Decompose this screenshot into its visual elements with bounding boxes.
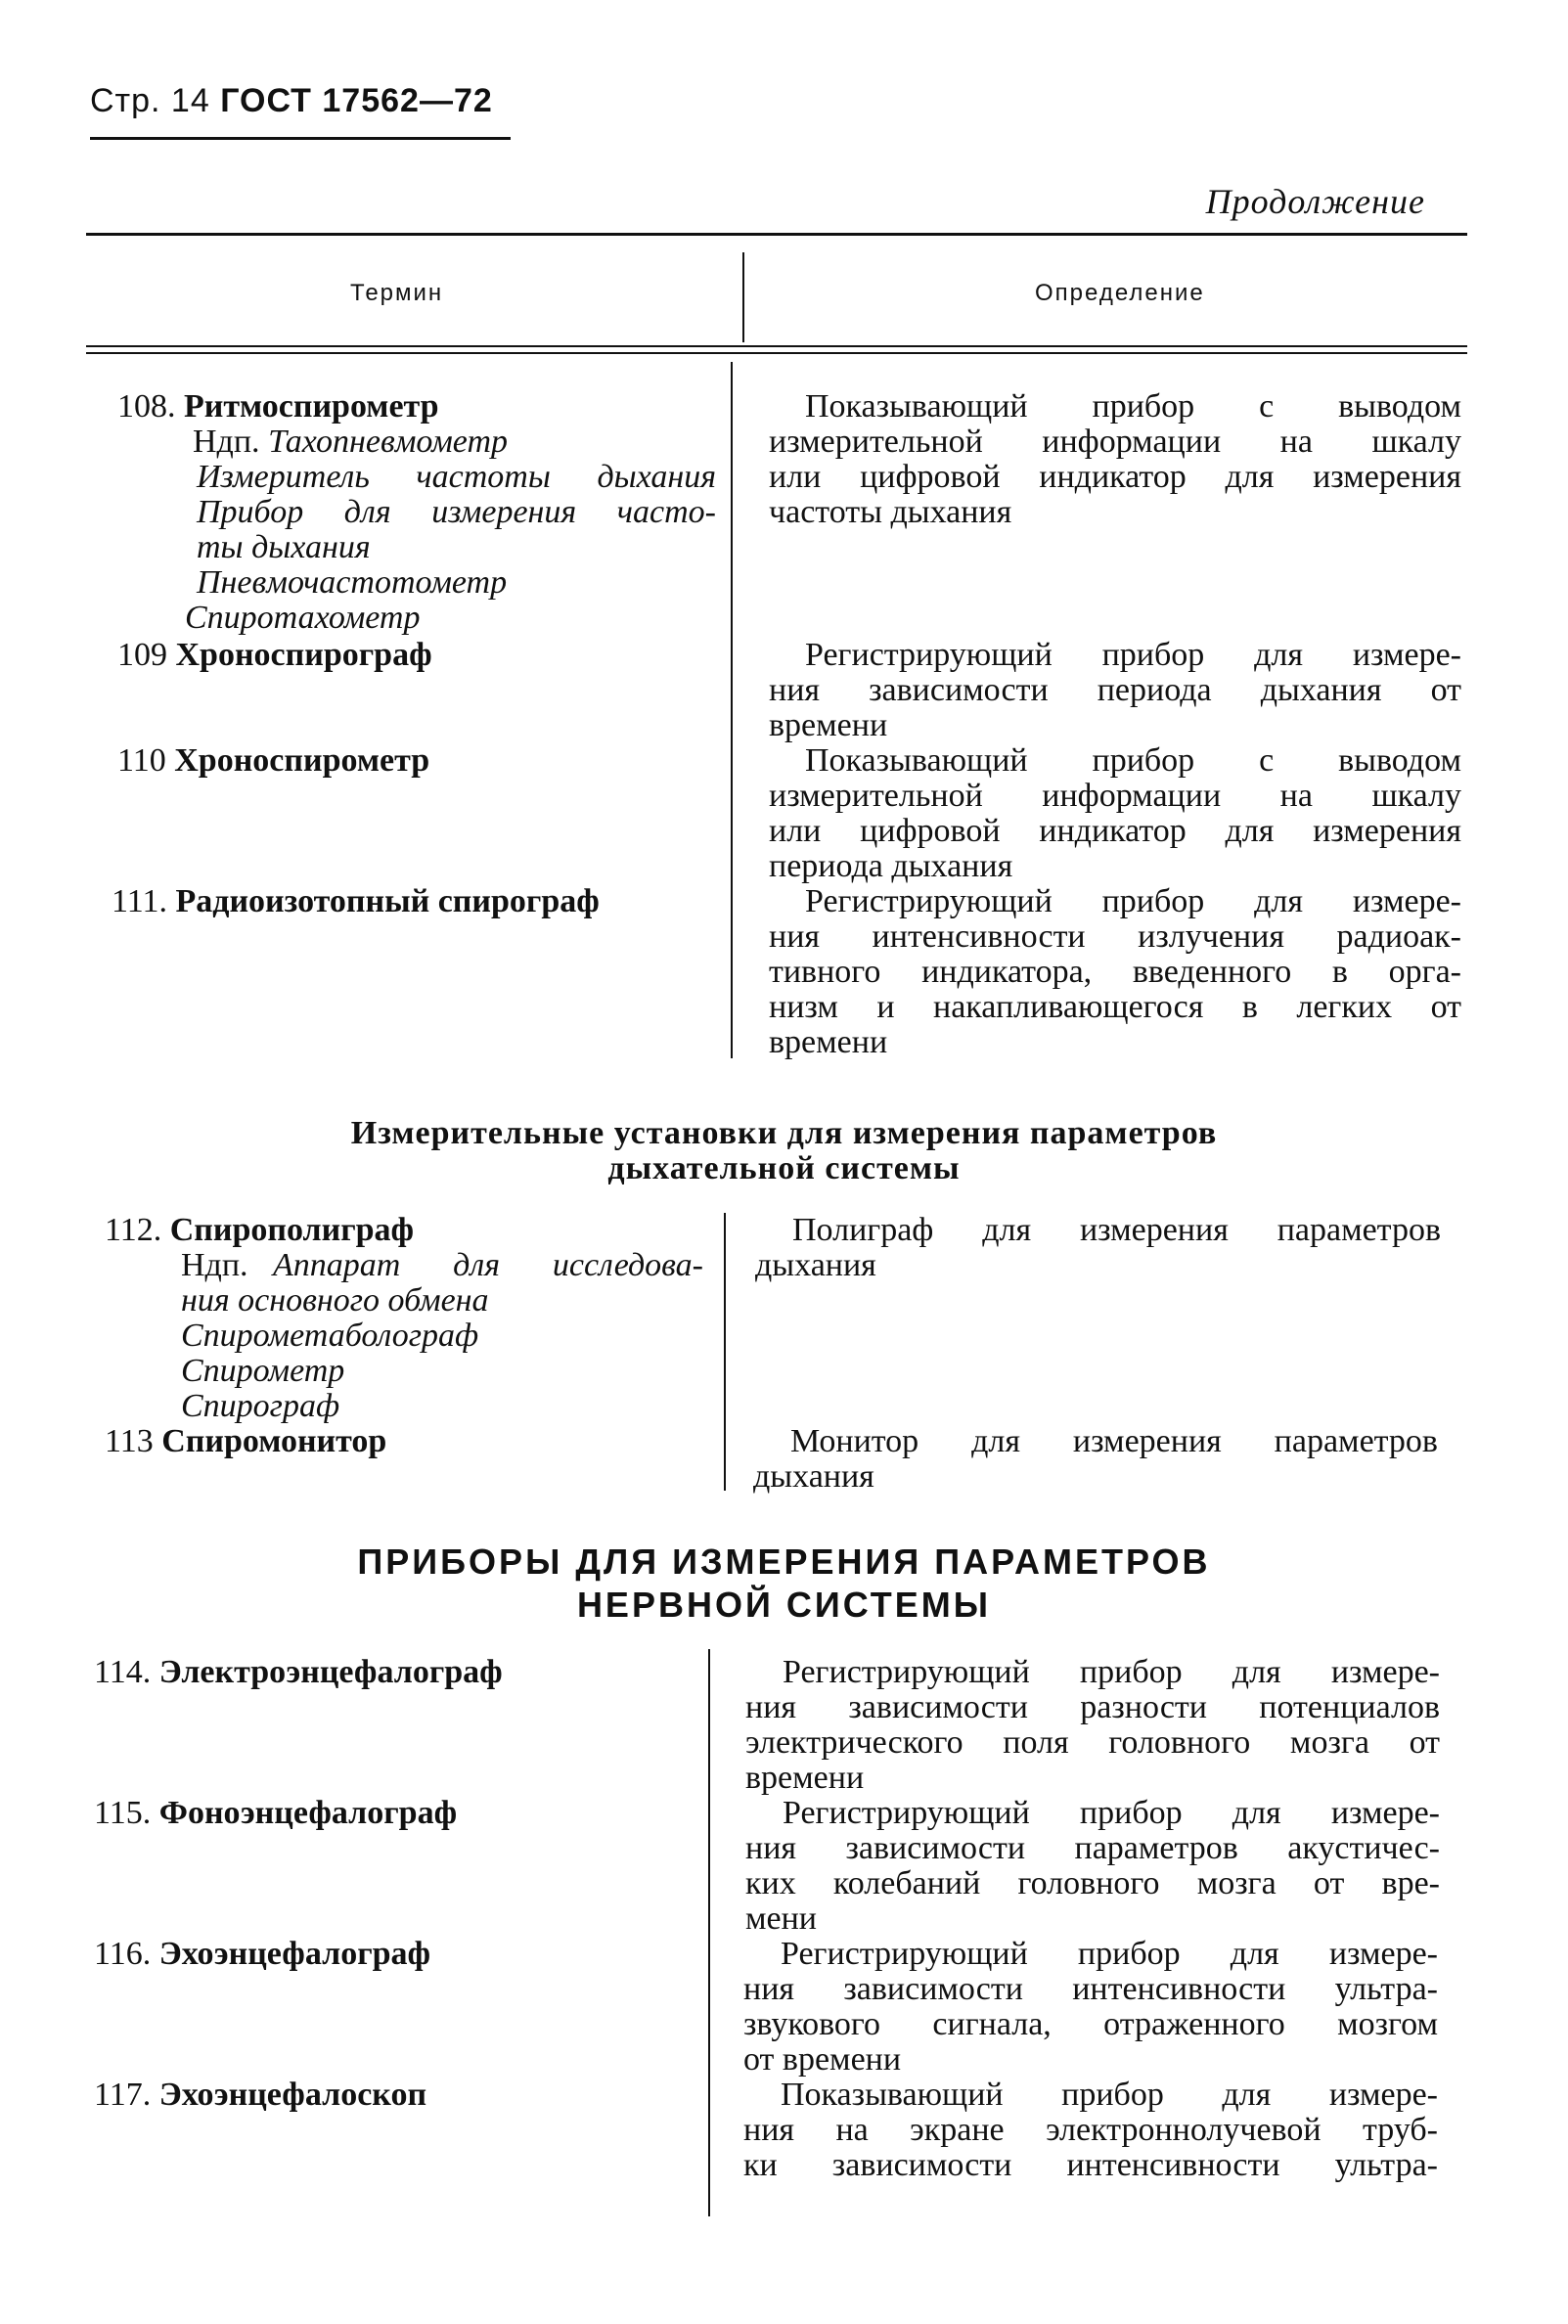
definition-line: ния зависимости периода дыхания от — [769, 672, 1461, 708]
column-header-definition: Определение — [1035, 280, 1205, 306]
nonrecommended-term: Прибор для измерения часто- — [197, 494, 716, 530]
definition-line: Регистрирующий прибор для измере- — [783, 1795, 1440, 1831]
definition-line: Монитор для измерения параметров — [790, 1423, 1438, 1459]
nonrecommended-term: ния основного обмена — [181, 1282, 489, 1318]
definition-line: Полиграф для измерения параметров — [792, 1212, 1441, 1248]
page-number: Стр. 14 — [90, 82, 210, 119]
section-heading-line: дыхательной системы — [607, 1150, 961, 1186]
entry-term: Радиоизотопный спирограф — [175, 883, 600, 919]
page-header — [90, 82, 493, 120]
definition-line: мени — [745, 1900, 817, 1937]
definition-line: времени — [769, 707, 888, 743]
header-underline — [90, 137, 511, 140]
definition-line: Регистрирующий прибор для измере- — [805, 883, 1461, 919]
definition-line: от времени — [743, 2041, 902, 2078]
nonrecommended-term: Спирограф — [181, 1388, 340, 1424]
entry-term: Хроноспирограф — [175, 637, 432, 673]
entry-term: Спирополиграф — [169, 1212, 415, 1248]
definition-line: дыхания — [753, 1458, 874, 1495]
header-bottom-rule — [86, 345, 1467, 347]
entry-number: 108. — [117, 388, 176, 425]
header-bottom-rule-2 — [86, 352, 1467, 354]
nonrecommended-term: Спирометаболограф — [181, 1318, 479, 1354]
definition-line: ки зависимости интенсивности ультра- — [743, 2147, 1438, 2183]
definition-line: Регистрирующий прибор для измере- — [783, 1654, 1440, 1690]
definition-line: периода дыхания — [769, 848, 1013, 884]
entry-term: Фоноэнцефалограф — [158, 1795, 458, 1831]
nonrecommended-term: Пневмочастотометр — [197, 564, 508, 601]
nonrecommended-term: Спиротахометр — [185, 600, 421, 636]
entry-number: 115. — [94, 1795, 152, 1831]
column-divider-block1 — [731, 362, 733, 1058]
standard-code: ГОСТ 17562—72 — [220, 82, 493, 119]
entry-number: 114. — [94, 1654, 152, 1690]
definition-line: Показывающий прибор с выводом — [805, 742, 1461, 779]
entry-number: 110 — [117, 742, 166, 779]
definition-line: времени — [769, 1024, 888, 1060]
nonrecommended-term: Измеритель частоты дыхания — [197, 459, 716, 495]
entry-number: 117. — [94, 2077, 152, 2113]
entry-term: Спиромонитор — [161, 1423, 387, 1459]
definition-line: времени — [745, 1760, 865, 1796]
definition-line: звукового сигнала, отраженного мозгом — [743, 2006, 1438, 2042]
definition-line: ния зависимости интенсивности ультра- — [743, 1971, 1438, 2007]
column-header-term: Термин — [350, 280, 444, 306]
definition-line: ния интенсивности излучения радиоак- — [769, 918, 1461, 955]
nonrecommended-term: ты дыхания — [197, 529, 371, 565]
column-divider-block3 — [708, 1649, 710, 2216]
entry-number: 113 — [105, 1423, 154, 1459]
nonrecommended-term: Аппарат для исследова- — [273, 1247, 703, 1283]
definition-line: Показывающий прибор для измере- — [781, 2077, 1438, 2113]
definition-line: тивного индикатора, введенного в орга- — [769, 954, 1461, 990]
section-heading-line: ПРИБОРЫ ДЛЯ ИЗМЕРЕНИЯ ПАРАМЕТРОВ — [357, 1542, 1211, 1582]
definition-line: дыхания — [755, 1247, 876, 1283]
definition-line: частоты дыхания — [769, 494, 1012, 530]
entry-term: Ритмоспирометр — [184, 388, 439, 425]
definition-line: измерительной информации на шкалу — [769, 424, 1461, 460]
section-heading-line: Измерительные установки для измерения параметров — [350, 1115, 1218, 1151]
column-divider-block2 — [724, 1213, 726, 1491]
definition-line: ния на экране электроннолучевой труб- — [743, 2112, 1438, 2148]
section-heading-line: НЕРВНОЙ СИСТЕМЫ — [576, 1585, 992, 1625]
definition-line: ния зависимости параметров акустичес- — [745, 1830, 1440, 1866]
definition-line: ния зависимости разности потенциалов — [745, 1689, 1440, 1725]
entry-number: 116. — [94, 1936, 152, 1972]
entry-term: Эхоэнцефалограф — [158, 1936, 431, 1972]
definition-line: низм и накапливающегося в легких от — [769, 989, 1461, 1025]
continuation-label: Продолжение — [1205, 182, 1425, 221]
entry-number: 109 — [117, 637, 167, 673]
entry-term: Электроэнцефалограф — [158, 1654, 503, 1690]
definition-line: ких колебаний головного мозга от вре- — [745, 1865, 1440, 1901]
definition-line: Регистрирующий прибор для измере- — [781, 1936, 1438, 1972]
nonrecommended-term: Тахопневмометр — [268, 424, 509, 460]
header-column-divider — [742, 252, 744, 342]
definition-line: измерительной информации на шкалу — [769, 778, 1461, 814]
definition-line: или цифровой индикатор для измерения — [769, 459, 1461, 495]
entry-term: Хроноспирометр — [174, 742, 430, 779]
definition-line: Показывающий прибор с выводом — [805, 388, 1461, 425]
definition-line: электрического поля головного мозга от — [745, 1724, 1440, 1761]
definition-line: или цифровой индикатор для измерения — [769, 813, 1461, 849]
nonrecommended-prefix: Ндп. — [193, 424, 260, 460]
nonrecommended-prefix: Ндп. — [181, 1247, 248, 1283]
nonrecommended-term: Спирометр — [181, 1353, 345, 1389]
entry-number: 111. — [112, 883, 167, 919]
entry-number: 112. — [105, 1212, 162, 1248]
table-top-rule — [86, 233, 1467, 236]
definition-line: Регистрирующий прибор для измере- — [805, 637, 1461, 673]
entry-term: Эхоэнцефалоскоп — [158, 2077, 427, 2113]
